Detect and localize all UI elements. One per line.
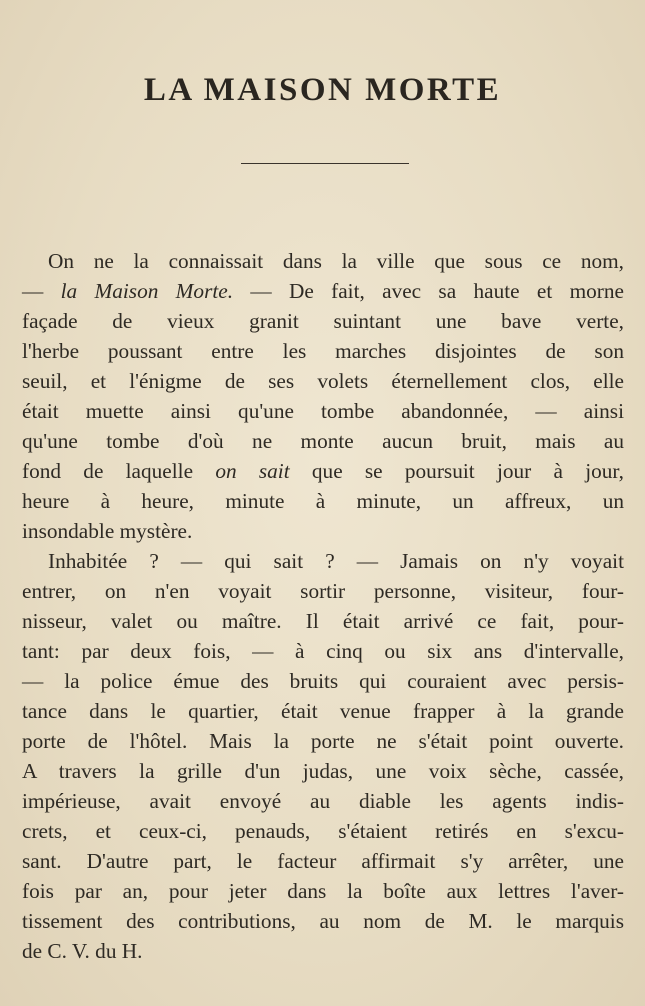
text-line: crets, et ceux-ci, penauds, s'étaient retirés en s'excu- — [22, 819, 624, 843]
text-line: Inhabitée ? — qui sait ? — Jamais on n'y voyait — [48, 549, 624, 573]
text-line: nisseur, valet ou maître. Il était arrivé ce fait, pour- — [22, 609, 624, 633]
body-text — [22, 246, 624, 966]
text-line: était muette ainsi qu'une tombe abandonnée, — ainsi — [22, 399, 624, 423]
text-line: impérieuse, avait envoyé au diable les agents indis- — [22, 789, 624, 813]
text-line: heure à heure, minute à minute, un affreux, un — [22, 489, 624, 513]
text-line: insondable mystère. — [22, 519, 193, 543]
italic-phrase: on sait — [215, 459, 290, 483]
page-title: LA MAISON MORTE — [143, 72, 502, 108]
text-line: l'herbe poussant entre les marches disjointes de son — [22, 339, 624, 363]
text-line: A travers la grille d'un judas, une voix sèche, cassée, — [22, 759, 624, 783]
text-line: sant. D'autre part, le facteur affirmait s'y arrêter, une — [22, 849, 624, 873]
text-line: façade de vieux granit suintant une bave verte, — [22, 309, 624, 333]
text-line: tissement des contributions, au nom de M. le marquis — [22, 909, 624, 933]
title-divider — [241, 163, 409, 164]
text-line: tance dans le quartier, était venue frapper à la grande — [22, 699, 624, 723]
text-line: On ne la connaissait dans la ville que sous ce nom, — [48, 249, 624, 273]
text-line: — la police émue des bruits qui couraient avec persis- — [22, 669, 624, 693]
text-line: porte de l'hôtel. Mais la porte ne s'était point ouverte. — [22, 729, 624, 753]
text-line: — la Maison Morte. — De fait, avec sa haute et morne — [22, 279, 624, 303]
text-line: fois par an, pour jeter dans la boîte aux lettres l'aver- — [22, 879, 624, 903]
text-line: fond de laquelle on sait que se poursuit jour à jour, — [22, 459, 624, 483]
text-line: qu'une tombe d'où ne monte aucun bruit, mais au — [22, 429, 624, 453]
text-line: de C. V. du H. — [22, 939, 143, 963]
text-line: entrer, on n'en voyait sortir personne, visiteur, four- — [22, 579, 624, 603]
italic-phrase: la Maison Morte. — [60, 279, 234, 303]
text-line: tant: par deux fois, — à cinq ou six ans d'intervalle, — [22, 639, 624, 663]
text-line: seuil, et l'énigme de ses volets éternellement clos, elle — [22, 369, 624, 393]
